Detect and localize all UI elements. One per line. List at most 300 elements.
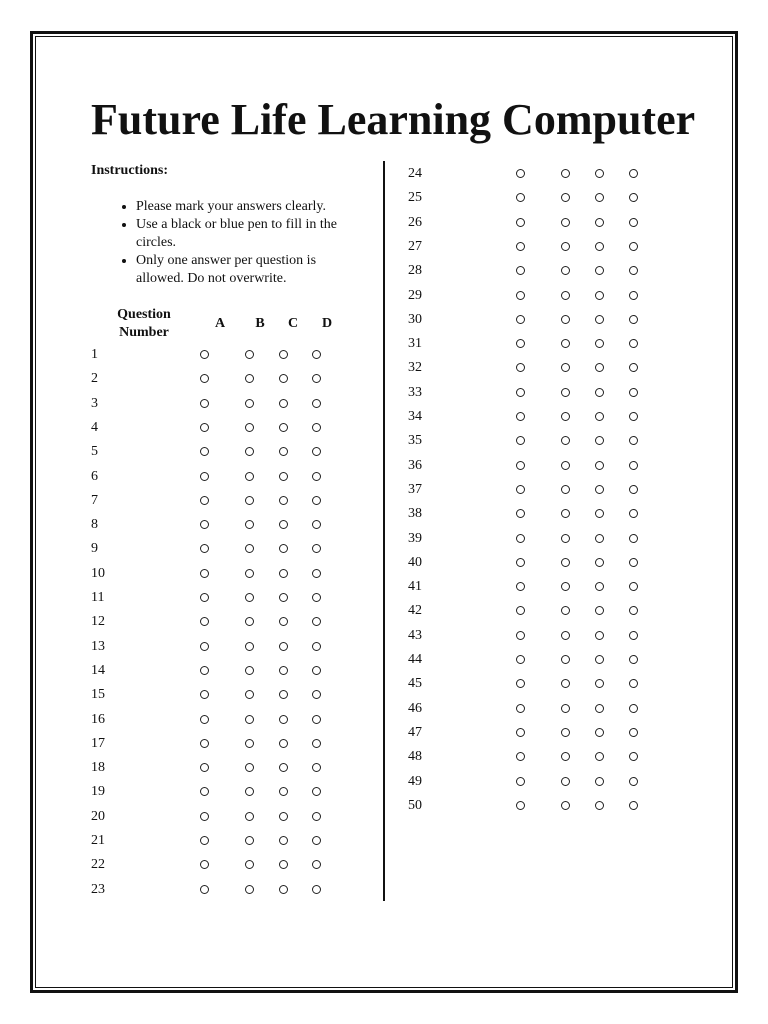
answer-bubble-b[interactable] xyxy=(561,291,570,300)
question-row xyxy=(408,723,708,743)
question-number: 26 xyxy=(408,214,422,230)
question-row xyxy=(408,480,708,500)
answer-bubble-d[interactable] xyxy=(312,350,321,359)
question-number: 41 xyxy=(408,579,422,595)
answer-bubble-c[interactable] xyxy=(279,812,288,821)
answer-bubble-c[interactable] xyxy=(595,169,604,178)
question-number: 21 xyxy=(91,833,105,848)
answer-bubble-d[interactable] xyxy=(312,447,321,456)
question-number: 48 xyxy=(408,749,422,765)
answer-bubble-d[interactable] xyxy=(312,860,321,869)
answer-bubble-b[interactable] xyxy=(245,374,254,383)
answer-bubble-c[interactable] xyxy=(279,617,288,626)
question-row xyxy=(408,504,708,524)
answer-bubble-d[interactable] xyxy=(629,509,638,518)
instruction-item: • Only one answer per question is allowed. Do not overwrite. xyxy=(136,252,361,288)
answer-bubble-b[interactable] xyxy=(561,534,570,543)
answer-bubble-c[interactable] xyxy=(279,569,288,578)
question-number: 49 xyxy=(408,773,422,789)
answer-bubble-b[interactable] xyxy=(245,617,254,626)
answer-bubble-d[interactable] xyxy=(312,763,321,772)
answer-bubble-b[interactable] xyxy=(245,472,254,481)
answer-bubble-a[interactable] xyxy=(200,544,209,553)
question-row xyxy=(408,213,708,233)
answer-bubble-a[interactable] xyxy=(516,193,525,202)
answer-bubble-b[interactable] xyxy=(561,242,570,251)
question-number: 15 xyxy=(91,687,105,703)
question-number: 11 xyxy=(91,590,105,605)
answer-bubble-a[interactable] xyxy=(516,242,525,251)
question-row xyxy=(91,442,391,462)
question-row xyxy=(91,467,391,487)
question-number: 9 xyxy=(91,541,98,557)
question-number: 5 xyxy=(91,444,98,460)
answer-bubble-d[interactable] xyxy=(312,885,321,894)
answer-bubble-b[interactable] xyxy=(561,631,570,640)
answer-bubble-a[interactable] xyxy=(200,496,209,505)
answer-bubble-c[interactable] xyxy=(595,558,604,567)
question-row xyxy=(91,564,391,584)
question-row xyxy=(408,529,708,549)
answer-bubble-d[interactable] xyxy=(629,169,638,178)
answer-bubble-d[interactable] xyxy=(312,544,321,553)
answer-bubble-d[interactable] xyxy=(629,631,638,640)
question-row xyxy=(91,880,391,900)
answer-bubble-b[interactable] xyxy=(561,315,570,324)
answer-bubble-d[interactable] xyxy=(629,606,638,615)
answer-bubble-c[interactable] xyxy=(279,739,288,748)
answer-bubble-c[interactable] xyxy=(595,679,604,688)
question-number: 42 xyxy=(408,603,422,619)
question-row xyxy=(408,577,708,597)
question-row xyxy=(91,855,391,875)
question-number: 4 xyxy=(91,419,98,435)
answer-bubble-d[interactable] xyxy=(629,534,638,543)
answer-bubble-d[interactable] xyxy=(312,739,321,748)
answer-bubble-a[interactable] xyxy=(516,801,525,810)
question-row xyxy=(91,539,391,559)
answer-bubble-b[interactable] xyxy=(561,606,570,615)
answer-bubble-c[interactable] xyxy=(595,582,604,591)
answer-bubble-c[interactable] xyxy=(279,715,288,724)
answer-bubble-b[interactable] xyxy=(561,704,570,713)
question-row xyxy=(408,456,708,476)
answer-bubble-b[interactable] xyxy=(245,763,254,772)
answer-bubble-b[interactable] xyxy=(561,558,570,567)
question-number: 13 xyxy=(91,638,105,654)
question-number: 30 xyxy=(408,311,422,327)
answer-bubble-b[interactable] xyxy=(561,509,570,518)
instructions-list xyxy=(91,198,361,288)
answer-bubble-c[interactable] xyxy=(279,666,288,675)
answer-bubble-a[interactable] xyxy=(200,642,209,651)
answer-bubble-c[interactable] xyxy=(279,860,288,869)
answer-bubble-d[interactable] xyxy=(629,461,638,470)
question-number: 16 xyxy=(91,711,105,727)
answer-bubble-b[interactable] xyxy=(245,812,254,821)
answer-bubble-a[interactable] xyxy=(516,655,525,664)
answer-bubble-c[interactable] xyxy=(279,399,288,408)
answer-bubble-b[interactable] xyxy=(561,777,570,786)
answer-bubble-a[interactable] xyxy=(200,569,209,578)
instruction-item: • Please mark your answers clearly. xyxy=(136,198,361,216)
answer-bubble-b[interactable] xyxy=(561,436,570,445)
question-number: 17 xyxy=(91,735,105,751)
answer-bubble-a[interactable] xyxy=(516,534,525,543)
answer-bubble-d[interactable] xyxy=(629,801,638,810)
answer-bubble-a[interactable] xyxy=(516,291,525,300)
answer-bubble-d[interactable] xyxy=(312,812,321,821)
answer-bubble-b[interactable] xyxy=(245,836,254,845)
answer-bubble-c[interactable] xyxy=(595,436,604,445)
question-row xyxy=(408,188,708,208)
question-row xyxy=(91,831,391,851)
question-row xyxy=(91,782,391,802)
question-row xyxy=(91,369,391,389)
answer-bubble-b[interactable] xyxy=(245,544,254,553)
option-d-header: D xyxy=(321,316,333,331)
question-number: 36 xyxy=(408,457,422,473)
answer-bubble-a[interactable] xyxy=(200,617,209,626)
answer-bubble-d[interactable] xyxy=(629,558,638,567)
answer-bubble-d[interactable] xyxy=(629,193,638,202)
answer-bubble-b[interactable] xyxy=(245,885,254,894)
answer-bubble-c[interactable] xyxy=(595,509,604,518)
answer-bubble-c[interactable] xyxy=(595,412,604,421)
question-row xyxy=(91,807,391,827)
question-row xyxy=(91,661,391,681)
answer-bubble-d[interactable] xyxy=(629,704,638,713)
answer-bubble-b[interactable] xyxy=(561,728,570,737)
answer-bubble-b[interactable] xyxy=(245,739,254,748)
question-number: 25 xyxy=(408,190,422,206)
answer-bubble-b[interactable] xyxy=(561,339,570,348)
question-row xyxy=(408,626,708,646)
question-number: 45 xyxy=(408,676,422,692)
answer-bubble-d[interactable] xyxy=(312,715,321,724)
question-row xyxy=(408,261,708,281)
answer-bubble-c[interactable] xyxy=(279,423,288,432)
answer-bubble-a[interactable] xyxy=(200,690,209,699)
question-row xyxy=(91,637,391,657)
answer-bubble-d[interactable] xyxy=(312,690,321,699)
answer-bubble-c[interactable] xyxy=(595,801,604,810)
answer-bubble-a[interactable] xyxy=(516,631,525,640)
option-a-header: A xyxy=(214,316,226,331)
answer-bubble-a[interactable] xyxy=(200,423,209,432)
question-row xyxy=(408,237,708,257)
answer-bubble-d[interactable] xyxy=(312,423,321,432)
question-row xyxy=(408,699,708,719)
answer-bubble-b[interactable] xyxy=(245,569,254,578)
answer-bubble-b[interactable] xyxy=(561,266,570,275)
answer-bubble-a[interactable] xyxy=(516,388,525,397)
answer-bubble-d[interactable] xyxy=(312,520,321,529)
answer-bubble-a[interactable] xyxy=(516,606,525,615)
answer-bubble-c[interactable] xyxy=(279,836,288,845)
question-number: 8 xyxy=(91,517,98,533)
answer-bubble-b[interactable] xyxy=(245,520,254,529)
question-row xyxy=(91,588,391,608)
answer-bubble-d[interactable] xyxy=(312,374,321,383)
answer-bubble-b[interactable] xyxy=(245,715,254,724)
answer-bubble-c[interactable] xyxy=(279,885,288,894)
answer-bubble-b[interactable] xyxy=(561,801,570,810)
answer-bubble-b[interactable] xyxy=(561,388,570,397)
answer-bubble-a[interactable] xyxy=(200,350,209,359)
answer-bubble-a[interactable] xyxy=(200,739,209,748)
answer-bubble-c[interactable] xyxy=(595,631,604,640)
answer-bubble-d[interactable] xyxy=(629,728,638,737)
question-row xyxy=(408,286,708,306)
question-number: 12 xyxy=(91,614,105,630)
answer-bubble-d[interactable] xyxy=(312,496,321,505)
answer-bubble-b[interactable] xyxy=(245,860,254,869)
answer-bubble-c[interactable] xyxy=(595,461,604,470)
answer-bubble-d[interactable] xyxy=(629,436,638,445)
question-number: 40 xyxy=(408,554,422,570)
answer-bubble-a[interactable] xyxy=(516,363,525,372)
answer-bubble-b[interactable] xyxy=(561,582,570,591)
answer-bubble-d[interactable] xyxy=(629,412,638,421)
question-number: 33 xyxy=(408,384,422,400)
answer-bubble-c[interactable] xyxy=(595,266,604,275)
answer-bubble-d[interactable] xyxy=(312,472,321,481)
question-number: 31 xyxy=(408,336,422,352)
question-number: 14 xyxy=(91,662,105,678)
answer-bubble-d[interactable] xyxy=(629,582,638,591)
answer-bubble-a[interactable] xyxy=(516,485,525,494)
question-number: 22 xyxy=(91,857,105,873)
answer-bubble-a[interactable] xyxy=(200,860,209,869)
answer-bubble-c[interactable] xyxy=(595,704,604,713)
question-number: 27 xyxy=(408,238,422,254)
answer-bubble-a[interactable] xyxy=(200,472,209,481)
question-row xyxy=(91,515,391,535)
question-row xyxy=(91,758,391,778)
answer-bubble-a[interactable] xyxy=(200,763,209,772)
answer-bubble-a[interactable] xyxy=(516,752,525,761)
answer-bubble-c[interactable] xyxy=(279,472,288,481)
question-number: 50 xyxy=(408,797,422,813)
answer-bubble-b[interactable] xyxy=(245,593,254,602)
question-number: 46 xyxy=(408,700,422,716)
answer-bubble-b[interactable] xyxy=(561,461,570,470)
answer-bubble-c[interactable] xyxy=(595,315,604,324)
answer-bubble-b[interactable] xyxy=(561,363,570,372)
answer-bubble-c[interactable] xyxy=(595,242,604,251)
answer-bubble-a[interactable] xyxy=(516,461,525,470)
question-number: 18 xyxy=(91,760,105,776)
question-row xyxy=(91,394,391,414)
question-row xyxy=(91,734,391,754)
answer-bubble-c[interactable] xyxy=(595,655,604,664)
question-number: 20 xyxy=(91,808,105,824)
answer-bubble-d[interactable] xyxy=(629,679,638,688)
answer-bubble-a[interactable] xyxy=(200,666,209,675)
answer-bubble-b[interactable] xyxy=(245,642,254,651)
answer-bubble-a[interactable] xyxy=(516,315,525,324)
question-row xyxy=(408,772,708,792)
answer-bubble-c[interactable] xyxy=(595,193,604,202)
answer-bubble-c[interactable] xyxy=(595,291,604,300)
answer-bubble-a[interactable] xyxy=(200,593,209,602)
question-row xyxy=(408,334,708,354)
answer-bubble-a[interactable] xyxy=(200,715,209,724)
answer-bubble-b[interactable] xyxy=(561,679,570,688)
question-row xyxy=(408,747,708,767)
answer-bubble-d[interactable] xyxy=(629,777,638,786)
question-number-header: Question Number xyxy=(117,307,171,340)
answer-bubble-d[interactable] xyxy=(312,593,321,602)
answer-bubble-c[interactable] xyxy=(595,534,604,543)
answer-bubble-c[interactable] xyxy=(595,777,604,786)
page-title: Future Life Learning Computer xyxy=(91,95,696,144)
question-row xyxy=(91,418,391,438)
answer-bubble-a[interactable] xyxy=(516,679,525,688)
instruction-item: • Use a black or blue pen to fill in the circles. xyxy=(136,216,361,252)
answer-bubble-d[interactable] xyxy=(629,218,638,227)
question-row xyxy=(408,796,708,816)
answer-bubble-c[interactable] xyxy=(279,350,288,359)
answer-bubble-b[interactable] xyxy=(245,447,254,456)
answer-bubble-a[interactable] xyxy=(200,885,209,894)
answer-bubble-a[interactable] xyxy=(200,374,209,383)
answer-bubble-b[interactable] xyxy=(561,169,570,178)
answer-bubble-b[interactable] xyxy=(561,218,570,227)
answer-bubble-d[interactable] xyxy=(629,266,638,275)
answer-bubble-b[interactable] xyxy=(245,496,254,505)
answer-bubble-d[interactable] xyxy=(629,242,638,251)
answer-bubble-a[interactable] xyxy=(516,436,525,445)
answer-bubble-a[interactable] xyxy=(200,399,209,408)
answer-bubble-d[interactable] xyxy=(629,291,638,300)
answer-bubble-d[interactable] xyxy=(629,315,638,324)
answer-bubble-c[interactable] xyxy=(595,485,604,494)
question-row xyxy=(408,383,708,403)
answer-bubble-a[interactable] xyxy=(200,812,209,821)
answer-bubble-a[interactable] xyxy=(516,777,525,786)
answer-bubble-c[interactable] xyxy=(279,374,288,383)
answer-bubble-d[interactable] xyxy=(312,642,321,651)
answer-bubble-b[interactable] xyxy=(561,655,570,664)
answer-bubble-c[interactable] xyxy=(279,593,288,602)
answer-bubble-c[interactable] xyxy=(595,388,604,397)
answer-bubble-d[interactable] xyxy=(312,787,321,796)
answer-bubble-d[interactable] xyxy=(629,752,638,761)
answer-bubble-a[interactable] xyxy=(516,412,525,421)
answer-bubble-b[interactable] xyxy=(245,423,254,432)
answer-bubble-b[interactable] xyxy=(561,412,570,421)
option-b-header: B xyxy=(255,316,265,331)
question-number: 2 xyxy=(91,371,98,387)
question-row xyxy=(408,431,708,451)
answer-bubble-c[interactable] xyxy=(279,544,288,553)
question-number: 38 xyxy=(408,506,422,522)
answer-bubble-c[interactable] xyxy=(279,642,288,651)
answer-bubble-a[interactable] xyxy=(516,169,525,178)
answer-bubble-a[interactable] xyxy=(516,558,525,567)
answer-bubble-c[interactable] xyxy=(595,363,604,372)
question-number: 28 xyxy=(408,263,422,279)
question-number: 32 xyxy=(408,360,422,376)
answer-bubble-d[interactable] xyxy=(629,363,638,372)
answer-bubble-c[interactable] xyxy=(279,690,288,699)
question-number: 3 xyxy=(91,395,98,411)
answer-bubble-c[interactable] xyxy=(279,520,288,529)
question-row xyxy=(408,164,708,184)
answer-bubble-c[interactable] xyxy=(595,606,604,615)
question-row xyxy=(91,710,391,730)
question-row xyxy=(408,358,708,378)
answer-bubble-a[interactable] xyxy=(516,728,525,737)
answer-bubble-a[interactable] xyxy=(516,509,525,518)
question-number: 47 xyxy=(408,724,422,740)
question-number: 34 xyxy=(408,409,422,424)
answer-bubble-b[interactable] xyxy=(245,787,254,796)
answer-bubble-b[interactable] xyxy=(245,350,254,359)
answer-bubble-d[interactable] xyxy=(629,388,638,397)
answer-bubble-a[interactable] xyxy=(200,836,209,845)
question-number: 23 xyxy=(91,881,105,897)
answer-bubble-c[interactable] xyxy=(595,218,604,227)
answer-bubble-c[interactable] xyxy=(279,447,288,456)
answer-bubble-c[interactable] xyxy=(279,763,288,772)
answer-bubble-a[interactable] xyxy=(200,447,209,456)
answer-bubble-b[interactable] xyxy=(561,193,570,202)
question-number: 6 xyxy=(91,468,98,484)
answer-bubble-d[interactable] xyxy=(312,399,321,408)
answer-bubble-a[interactable] xyxy=(200,787,209,796)
question-number: 35 xyxy=(408,433,422,449)
answer-bubble-c[interactable] xyxy=(595,752,604,761)
answer-bubble-c[interactable] xyxy=(279,787,288,796)
answer-bubble-d[interactable] xyxy=(312,836,321,845)
answer-bubble-c[interactable] xyxy=(595,339,604,348)
answer-bubble-a[interactable] xyxy=(516,339,525,348)
question-number: 43 xyxy=(408,627,422,643)
answer-bubble-d[interactable] xyxy=(312,569,321,578)
answer-bubble-d[interactable] xyxy=(629,485,638,494)
answer-bubble-b[interactable] xyxy=(245,690,254,699)
answer-bubble-b[interactable] xyxy=(245,399,254,408)
question-row xyxy=(408,601,708,621)
option-c-header: C xyxy=(287,316,299,331)
question-number: 7 xyxy=(91,492,98,508)
answer-bubble-b[interactable] xyxy=(561,752,570,761)
question-number: 1 xyxy=(91,347,98,362)
question-row xyxy=(408,674,708,694)
answer-bubble-d[interactable] xyxy=(629,655,638,664)
answer-bubble-a[interactable] xyxy=(516,704,525,713)
question-number: 37 xyxy=(408,481,422,497)
question-row xyxy=(408,650,708,670)
answer-bubble-a[interactable] xyxy=(516,266,525,275)
answer-bubble-a[interactable] xyxy=(200,520,209,529)
question-number: 44 xyxy=(408,652,422,667)
instructions-heading: Instructions: xyxy=(91,163,169,178)
answer-bubble-a[interactable] xyxy=(516,582,525,591)
answer-bubble-c[interactable] xyxy=(279,496,288,505)
answer-bubble-c[interactable] xyxy=(595,728,604,737)
answer-bubble-b[interactable] xyxy=(245,666,254,675)
answer-bubble-a[interactable] xyxy=(516,218,525,227)
answer-bubble-d[interactable] xyxy=(629,339,638,348)
answer-bubble-d[interactable] xyxy=(312,617,321,626)
answer-bubble-b[interactable] xyxy=(561,485,570,494)
question-number: 10 xyxy=(91,565,105,581)
answer-bubble-d[interactable] xyxy=(312,666,321,675)
